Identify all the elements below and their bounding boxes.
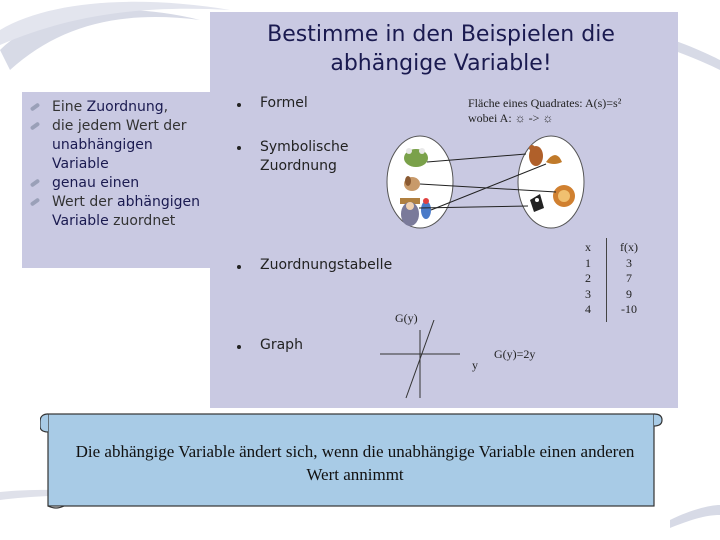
- graph-equation: G(y)=2y: [494, 347, 536, 361]
- bullet-dot-icon: [237, 345, 241, 349]
- footer-statement: Die abhängige Variable ändert sich, wenn die unabhängige Variable einen anderen Wert annimmt: [75, 442, 635, 484]
- bullet-formel: Formel: [260, 95, 308, 111]
- definition-line: Eine Zuordnung,: [30, 98, 210, 117]
- bullet-dot-icon: [237, 103, 241, 107]
- formula-line: Fläche eines Quadrates: A(s)=s²: [468, 96, 622, 110]
- definition-line: die jedem Wert der unabhängigen Variable: [30, 117, 210, 174]
- frog-icon: [404, 148, 428, 167]
- graph-axis-label-horizontal: y: [472, 358, 478, 372]
- table-cell-fx: 7: [626, 271, 632, 286]
- swoosh-bullet-icon: [30, 197, 40, 206]
- definition-list: [30, 98, 210, 231]
- mapping-diagram: [386, 134, 586, 230]
- definition-line: genau einen: [30, 174, 210, 193]
- bullet-dot-icon: [237, 265, 241, 269]
- table-cell-x: 4: [585, 302, 591, 317]
- swoosh-bullet-icon: [30, 102, 40, 111]
- formula-line: wobei A: ☼ -> ☼: [468, 111, 554, 125]
- table-x-column: [580, 240, 596, 318]
- swoosh-bullet-icon: [30, 121, 40, 130]
- table-cell-x: 2: [585, 271, 591, 286]
- graph-axis-label-vertical: G(y): [395, 311, 418, 325]
- bullet-graph: Graph: [260, 337, 303, 353]
- table-cell-x: 1: [585, 255, 591, 270]
- slide-title: Bestimme in den Beispielen die abhängige Variable!: [267, 22, 615, 76]
- codomain-ellipse: [518, 136, 584, 228]
- bullet-zuordnungstabelle: Zuordnungstabelle: [260, 257, 393, 273]
- bullet-dot-icon: [237, 146, 241, 150]
- table-divider: [606, 238, 607, 322]
- table-header-fx: f(x): [620, 240, 638, 254]
- table-cell-fx: 9: [626, 286, 632, 301]
- formula-text: [468, 96, 621, 126]
- table-cell-fx: -10: [621, 302, 637, 317]
- swoosh-bullet-icon: [30, 178, 40, 187]
- table-header-x: x: [585, 240, 591, 254]
- scroll-curl-left: [40, 414, 48, 432]
- definition-line: Wert der abhängigen Variable zuordnet: [30, 193, 210, 231]
- table-cell-fx: 3: [626, 255, 632, 270]
- scroll-curl-right: [654, 414, 662, 426]
- bullet-symbolische-zuordnung: Symbolische Zuordnung: [260, 139, 349, 174]
- table-fx-column: [614, 240, 644, 318]
- table-cell-x: 3: [585, 286, 591, 301]
- lion-icon: [553, 185, 575, 207]
